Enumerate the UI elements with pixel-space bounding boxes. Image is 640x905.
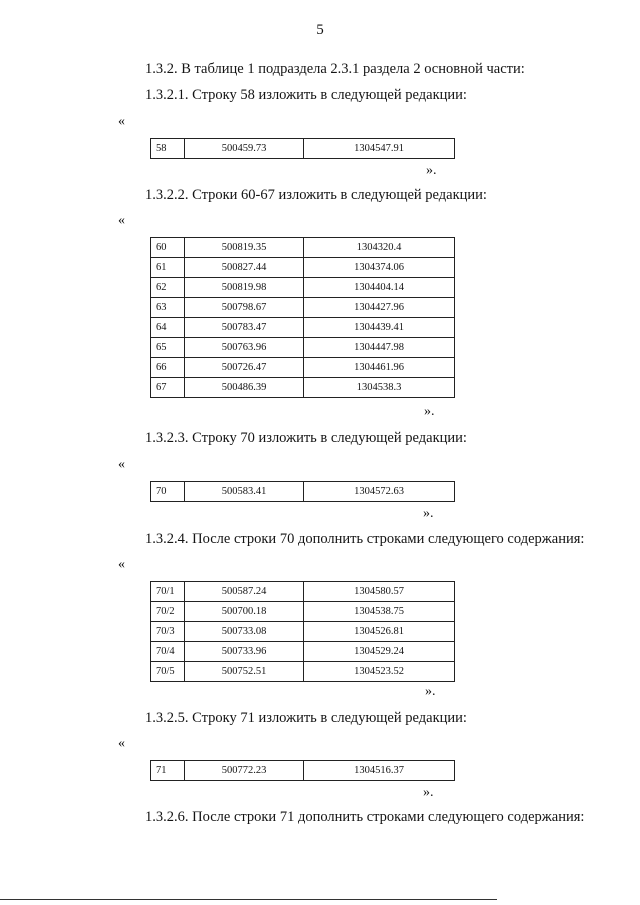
footer-divider: [0, 899, 497, 900]
table-row: [151, 622, 455, 642]
section-heading-1-3-2-3: 1.3.2.3. Строку 70 изложить в следующей редакции:: [145, 430, 467, 446]
table-row: [151, 378, 455, 398]
closing-quote: ».: [424, 404, 435, 419]
coordinates-table-rows-70-1-70-5: [150, 581, 455, 682]
closing-quote: ».: [425, 684, 436, 699]
opening-quote: «: [118, 736, 125, 751]
section-heading-1-3-2-5: 1.3.2.5. Строку 71 изложить в следующей редакции:: [145, 710, 467, 726]
point-number: 71: [151, 761, 185, 781]
table-row: [151, 278, 455, 298]
coordinate-y: 1304580.57: [304, 582, 455, 602]
coordinates-table-row-71: [150, 760, 455, 781]
page-number: 5: [316, 22, 324, 38]
closing-quote: ».: [423, 785, 434, 800]
opening-quote: «: [118, 114, 125, 129]
point-number: 62: [151, 278, 185, 298]
point-number: 70/4: [151, 642, 185, 662]
coordinate-y: 1304447.98: [304, 338, 455, 358]
coordinate-y: 1304538.75: [304, 602, 455, 622]
coordinate-x: 500726.47: [185, 358, 304, 378]
section-heading-1-3-2-1: 1.3.2.1. Строку 58 изложить в следующей редакции:: [145, 87, 467, 103]
table-row: [151, 358, 455, 378]
table-row: [151, 238, 455, 258]
point-number: 64: [151, 318, 185, 338]
coordinates-table-rows-60-67: [150, 237, 455, 398]
coordinate-x: 500587.24: [185, 582, 304, 602]
coordinate-y: 1304538.3: [304, 378, 455, 398]
coordinate-x: 500486.39: [185, 378, 304, 398]
table-row: [151, 582, 455, 602]
point-number: 58: [151, 139, 185, 159]
opening-quote: «: [118, 213, 125, 228]
coordinate-x: 500583.41: [185, 482, 304, 502]
point-number: 61: [151, 258, 185, 278]
coordinate-y: 1304516.37: [304, 761, 455, 781]
coordinate-x: 500763.96: [185, 338, 304, 358]
point-number: 70/2: [151, 602, 185, 622]
coordinate-y: 1304547.91: [304, 139, 455, 159]
coordinate-y: 1304320.4: [304, 238, 455, 258]
point-number: 70/1: [151, 582, 185, 602]
coordinate-y: 1304374.06: [304, 258, 455, 278]
point-number: 70/5: [151, 662, 185, 682]
table-row: [151, 258, 455, 278]
coordinate-x: 500700.18: [185, 602, 304, 622]
point-number: 66: [151, 358, 185, 378]
coordinate-y: 1304427.96: [304, 298, 455, 318]
section-heading-1-3-2-4: 1.3.2.4. После строки 70 дополнить строками следующего содержания:: [145, 531, 585, 547]
table-row: [151, 139, 455, 159]
coordinate-x: 500819.35: [185, 238, 304, 258]
opening-quote: «: [118, 457, 125, 472]
coordinate-y: 1304529.24: [304, 642, 455, 662]
coordinate-x: 500783.47: [185, 318, 304, 338]
coordinate-x: 500798.67: [185, 298, 304, 318]
table-row: [151, 298, 455, 318]
coordinate-x: 500459.73: [185, 139, 304, 159]
closing-quote: ».: [423, 506, 434, 521]
coordinate-y: 1304572.63: [304, 482, 455, 502]
table-row: [151, 318, 455, 338]
coordinate-x: 500772.23: [185, 761, 304, 781]
coordinates-table-row-58: [150, 138, 455, 159]
coordinates-table-row-70: [150, 481, 455, 502]
coordinate-x: 500827.44: [185, 258, 304, 278]
coordinate-x: 500752.51: [185, 662, 304, 682]
coordinate-x: 500819.98: [185, 278, 304, 298]
point-number: 60: [151, 238, 185, 258]
section-heading-1-3-2-6: 1.3.2.6. После строки 71 дополнить строками следующего содержания:: [145, 809, 585, 825]
point-number: 65: [151, 338, 185, 358]
coordinate-x: 500733.08: [185, 622, 304, 642]
section-heading-1-3-2: 1.3.2. В таблице 1 подраздела 2.3.1 раздела 2 основной части:: [145, 61, 525, 77]
point-number: 67: [151, 378, 185, 398]
table-row: [151, 642, 455, 662]
table-row: [151, 602, 455, 622]
coordinate-y: 1304526.81: [304, 622, 455, 642]
table-row: [151, 662, 455, 682]
coordinate-y: 1304404.14: [304, 278, 455, 298]
table-row: [151, 761, 455, 781]
coordinate-y: 1304439.41: [304, 318, 455, 338]
section-heading-1-3-2-2: 1.3.2.2. Строки 60-67 изложить в следующей редакции:: [145, 187, 487, 203]
point-number: 70: [151, 482, 185, 502]
coordinate-y: 1304523.52: [304, 662, 455, 682]
table-row: [151, 338, 455, 358]
point-number: 63: [151, 298, 185, 318]
closing-quote: ».: [426, 163, 437, 178]
opening-quote: «: [118, 557, 125, 572]
coordinate-x: 500733.96: [185, 642, 304, 662]
table-row: [151, 482, 455, 502]
point-number: 70/3: [151, 622, 185, 642]
coordinate-y: 1304461.96: [304, 358, 455, 378]
